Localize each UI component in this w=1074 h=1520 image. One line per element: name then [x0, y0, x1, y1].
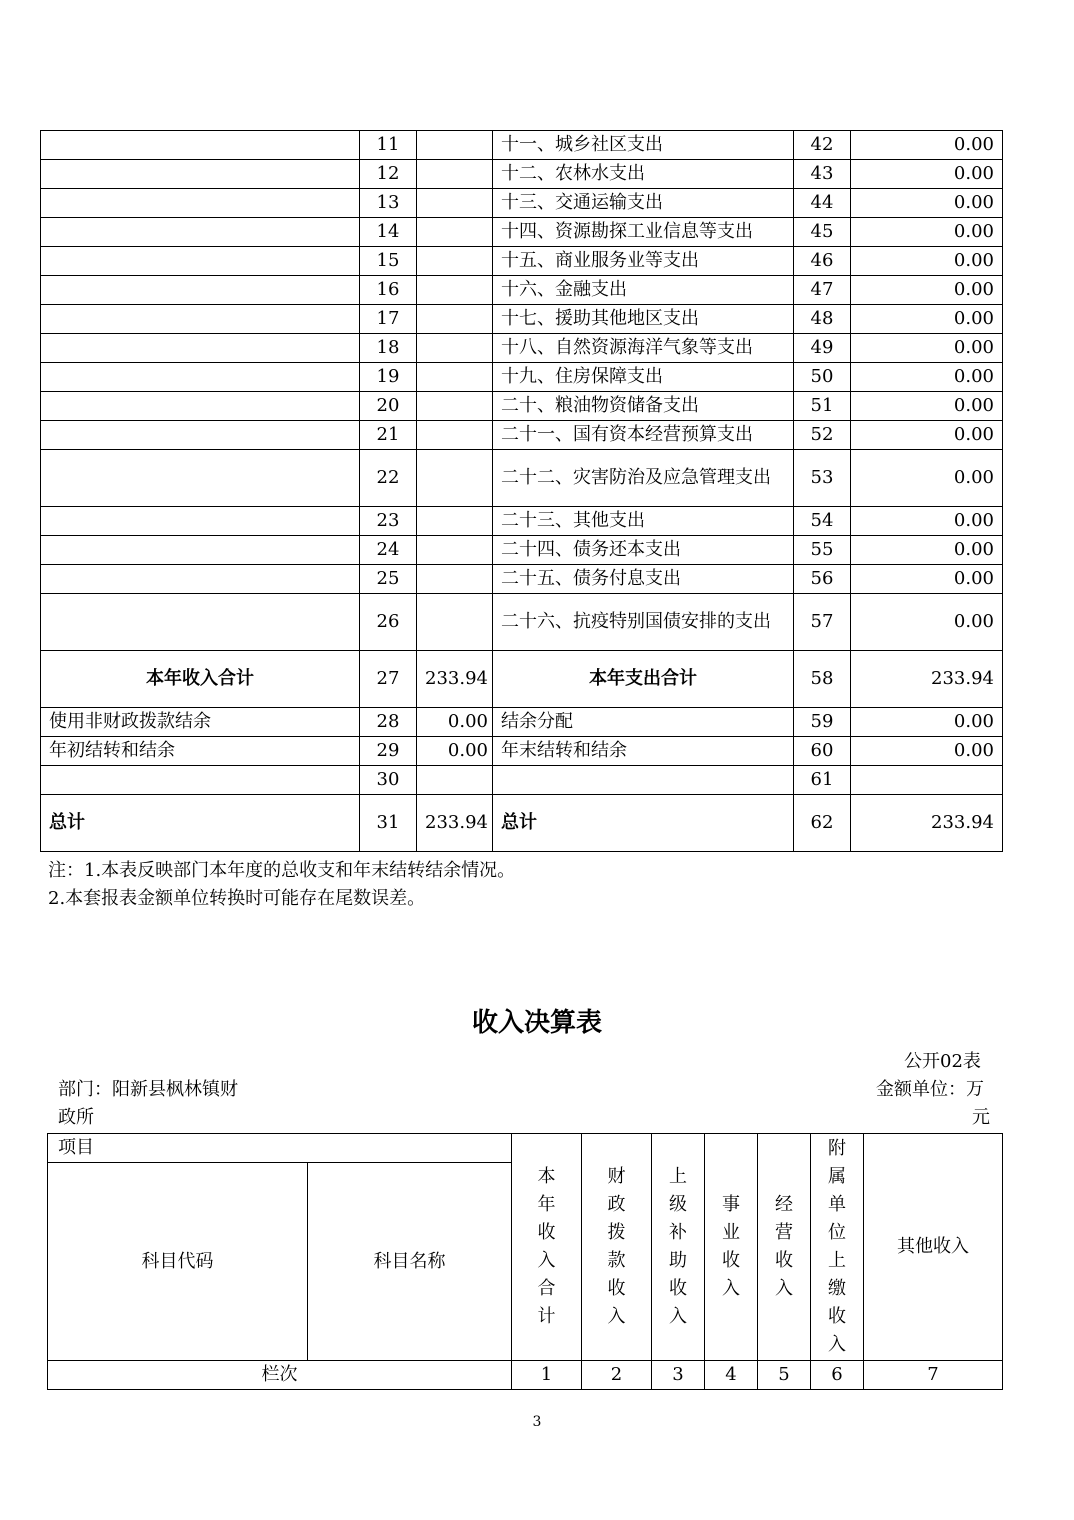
header-col5: 经营收入	[758, 1134, 811, 1361]
department-label-cont: 政所	[58, 1107, 94, 1128]
expense-line-no: 60	[794, 737, 851, 766]
income-line-no: 11	[360, 131, 417, 160]
income-amount	[417, 421, 493, 450]
notes	[48, 857, 515, 913]
income-amount	[417, 131, 493, 160]
expense-label: 年末结转和结余	[493, 737, 794, 766]
table-row	[41, 708, 1003, 737]
table-row	[41, 737, 1003, 766]
expense-amount: 0.00	[851, 247, 1003, 276]
expense-line-no: 51	[794, 392, 851, 421]
header-col2: 财政拨款收入	[582, 1134, 652, 1361]
expense-line-no: 43	[794, 160, 851, 189]
income-amount	[417, 247, 493, 276]
expense-label: 二十五、债务付息支出	[493, 565, 794, 594]
header-col4: 事业收入	[705, 1134, 758, 1361]
table-row	[41, 305, 1003, 334]
table-row	[41, 363, 1003, 392]
income-label: 使用非财政拨款结余	[41, 708, 360, 737]
expense-amount: 0.00	[851, 334, 1003, 363]
income-label	[41, 421, 360, 450]
header-name: 科目名称	[308, 1163, 512, 1361]
expense-line-no: 53	[794, 450, 851, 507]
income-line-no: 24	[360, 536, 417, 565]
expense-label: 十三、交通运输支出	[493, 189, 794, 218]
expense-line-no: 61	[794, 766, 851, 795]
income-line-no: 25	[360, 565, 417, 594]
income-label	[41, 450, 360, 507]
income-line-no: 20	[360, 392, 417, 421]
expense-line-no: 55	[794, 536, 851, 565]
table-row	[41, 392, 1003, 421]
expense-label: 十一、城乡社区支出	[493, 131, 794, 160]
income-table	[47, 1133, 1003, 1390]
row-num-2: 2	[582, 1361, 652, 1390]
income-line-no: 21	[360, 421, 417, 450]
row-num-5: 5	[758, 1361, 811, 1390]
table-row	[41, 594, 1003, 651]
expense-line-no: 42	[794, 131, 851, 160]
table-row	[41, 536, 1003, 565]
income-label	[41, 247, 360, 276]
expense-line-no: 44	[794, 189, 851, 218]
income-label	[41, 189, 360, 218]
income-amount	[417, 276, 493, 305]
income-amount	[417, 363, 493, 392]
table-row	[41, 795, 1003, 852]
expense-amount: 0.00	[851, 450, 1003, 507]
row-num-7: 7	[864, 1361, 1003, 1390]
table-row	[41, 565, 1003, 594]
expense-amount: 0.00	[851, 131, 1003, 160]
summary-table	[40, 130, 1003, 852]
expense-amount: 0.00	[851, 708, 1003, 737]
expense-amount: 0.00	[851, 507, 1003, 536]
table-row	[41, 651, 1003, 708]
expense-label: 十六、金融支出	[493, 276, 794, 305]
expense-line-no: 45	[794, 218, 851, 247]
row-num-6: 6	[811, 1361, 864, 1390]
unit-label: 金额单位：万	[876, 1079, 984, 1100]
income-amount	[417, 160, 493, 189]
table-row	[41, 218, 1003, 247]
income-amount	[417, 189, 493, 218]
form-number: 公开02表	[904, 1051, 981, 1072]
expense-line-no: 62	[794, 795, 851, 852]
income-line-no: 13	[360, 189, 417, 218]
table-row	[41, 276, 1003, 305]
expense-label: 总计	[493, 795, 794, 852]
expense-amount: 0.00	[851, 536, 1003, 565]
income-amount	[417, 565, 493, 594]
income-line-no: 12	[360, 160, 417, 189]
expense-amount: 0.00	[851, 189, 1003, 218]
income-line-no: 28	[360, 708, 417, 737]
income-line-no: 22	[360, 450, 417, 507]
table-row	[41, 334, 1003, 363]
department-label: 部门：阳新县枫林镇财	[58, 1079, 238, 1100]
header-project: 项目	[48, 1134, 512, 1163]
note-line-1: 注：1.本表反映部门本年度的总收支和年末结转结余情况。	[48, 860, 516, 881]
income-label: 年初结转和结余	[41, 737, 360, 766]
header-col6: 附属单位上缴收入	[811, 1134, 864, 1361]
table-row	[41, 189, 1003, 218]
expense-label: 二十三、其他支出	[493, 507, 794, 536]
income-amount	[417, 594, 493, 651]
expense-amount	[851, 766, 1003, 795]
expense-label: 二十四、债务还本支出	[493, 536, 794, 565]
expense-label: 本年支出合计	[493, 651, 794, 708]
income-line-no: 30	[360, 766, 417, 795]
income-line-no: 31	[360, 795, 417, 852]
income-line-no: 29	[360, 737, 417, 766]
income-amount: 0.00	[417, 737, 493, 766]
expense-amount: 0.00	[851, 392, 1003, 421]
expense-amount: 0.00	[851, 160, 1003, 189]
income-label: 本年收入合计	[41, 651, 360, 708]
expense-line-no: 50	[794, 363, 851, 392]
table-row	[41, 766, 1003, 795]
table-row	[41, 421, 1003, 450]
note-line-2: 2.本套报表金额单位转换时可能存在尾数误差。	[48, 888, 426, 909]
expense-label: 十五、商业服务业等支出	[493, 247, 794, 276]
income-amount	[417, 507, 493, 536]
expense-line-no: 52	[794, 421, 851, 450]
income-line-no: 16	[360, 276, 417, 305]
expense-label: 二十、粮油物资储备支出	[493, 392, 794, 421]
income-label: 总计	[41, 795, 360, 852]
income-amount	[417, 334, 493, 363]
expense-amount: 0.00	[851, 276, 1003, 305]
income-label	[41, 594, 360, 651]
row-num-1: 1	[512, 1361, 582, 1390]
income-label	[41, 363, 360, 392]
expense-amount: 0.00	[851, 565, 1003, 594]
income-line-no: 26	[360, 594, 417, 651]
income-amount: 0.00	[417, 708, 493, 737]
table-row	[41, 247, 1003, 276]
expense-line-no: 56	[794, 565, 851, 594]
row-num-3: 3	[652, 1361, 705, 1390]
unit-label-cont: 元	[972, 1107, 990, 1128]
income-amount	[417, 218, 493, 247]
income-line-no: 27	[360, 651, 417, 708]
income-label	[41, 276, 360, 305]
row-num-4: 4	[705, 1361, 758, 1390]
expense-label	[493, 766, 794, 795]
expense-label: 十七、援助其他地区支出	[493, 305, 794, 334]
expense-label: 二十六、抗疫特别国债安排的支出	[493, 594, 794, 651]
expense-line-no: 59	[794, 708, 851, 737]
income-line-no: 14	[360, 218, 417, 247]
table-row	[41, 160, 1003, 189]
income-label	[41, 507, 360, 536]
income-label	[41, 131, 360, 160]
table-row	[41, 507, 1003, 536]
page-title: 收入决算表	[471, 1008, 602, 1038]
expense-amount: 0.00	[851, 218, 1003, 247]
income-amount	[417, 450, 493, 507]
expense-amount: 0.00	[851, 421, 1003, 450]
expense-line-no: 47	[794, 276, 851, 305]
expense-label: 二十一、国有资本经营预算支出	[493, 421, 794, 450]
expense-label: 结余分配	[493, 708, 794, 737]
expense-amount: 233.94	[851, 651, 1003, 708]
expense-line-no: 57	[794, 594, 851, 651]
table-row	[41, 131, 1003, 160]
expense-amount: 233.94	[851, 795, 1003, 852]
expense-label: 二十二、灾害防治及应急管理支出	[493, 450, 794, 507]
income-line-no: 23	[360, 507, 417, 536]
income-amount	[417, 392, 493, 421]
income-label	[41, 218, 360, 247]
income-label	[41, 305, 360, 334]
income-label	[41, 766, 360, 795]
expense-label: 十八、自然资源海洋气象等支出	[493, 334, 794, 363]
income-amount	[417, 305, 493, 334]
expense-line-no: 49	[794, 334, 851, 363]
header-col7: 其他收入	[864, 1134, 1003, 1361]
header-col3: 上级补助收入	[652, 1134, 705, 1361]
income-label	[41, 160, 360, 189]
header-col1: 本年收入合计	[512, 1134, 582, 1361]
income-label	[41, 392, 360, 421]
income-amount	[417, 536, 493, 565]
income-amount: 233.94	[417, 651, 493, 708]
income-label	[41, 536, 360, 565]
page-number: 3	[532, 1414, 542, 1430]
income-label	[41, 565, 360, 594]
expense-label: 十二、农林水支出	[493, 160, 794, 189]
income-amount	[417, 766, 493, 795]
expense-line-no: 46	[794, 247, 851, 276]
table-row	[41, 450, 1003, 507]
income-amount: 233.94	[417, 795, 493, 852]
header-code: 科目代码	[48, 1163, 308, 1361]
income-label	[41, 334, 360, 363]
expense-label: 十四、资源勘探工业信息等支出	[493, 218, 794, 247]
expense-label: 十九、住房保障支出	[493, 363, 794, 392]
income-line-no: 19	[360, 363, 417, 392]
income-line-no: 15	[360, 247, 417, 276]
expense-amount: 0.00	[851, 737, 1003, 766]
row-label: 栏次	[48, 1361, 512, 1390]
expense-amount: 0.00	[851, 305, 1003, 334]
expense-amount: 0.00	[851, 363, 1003, 392]
expense-line-no: 48	[794, 305, 851, 334]
expense-amount: 0.00	[851, 594, 1003, 651]
income-line-no: 17	[360, 305, 417, 334]
expense-line-no: 54	[794, 507, 851, 536]
income-line-no: 18	[360, 334, 417, 363]
expense-line-no: 58	[794, 651, 851, 708]
